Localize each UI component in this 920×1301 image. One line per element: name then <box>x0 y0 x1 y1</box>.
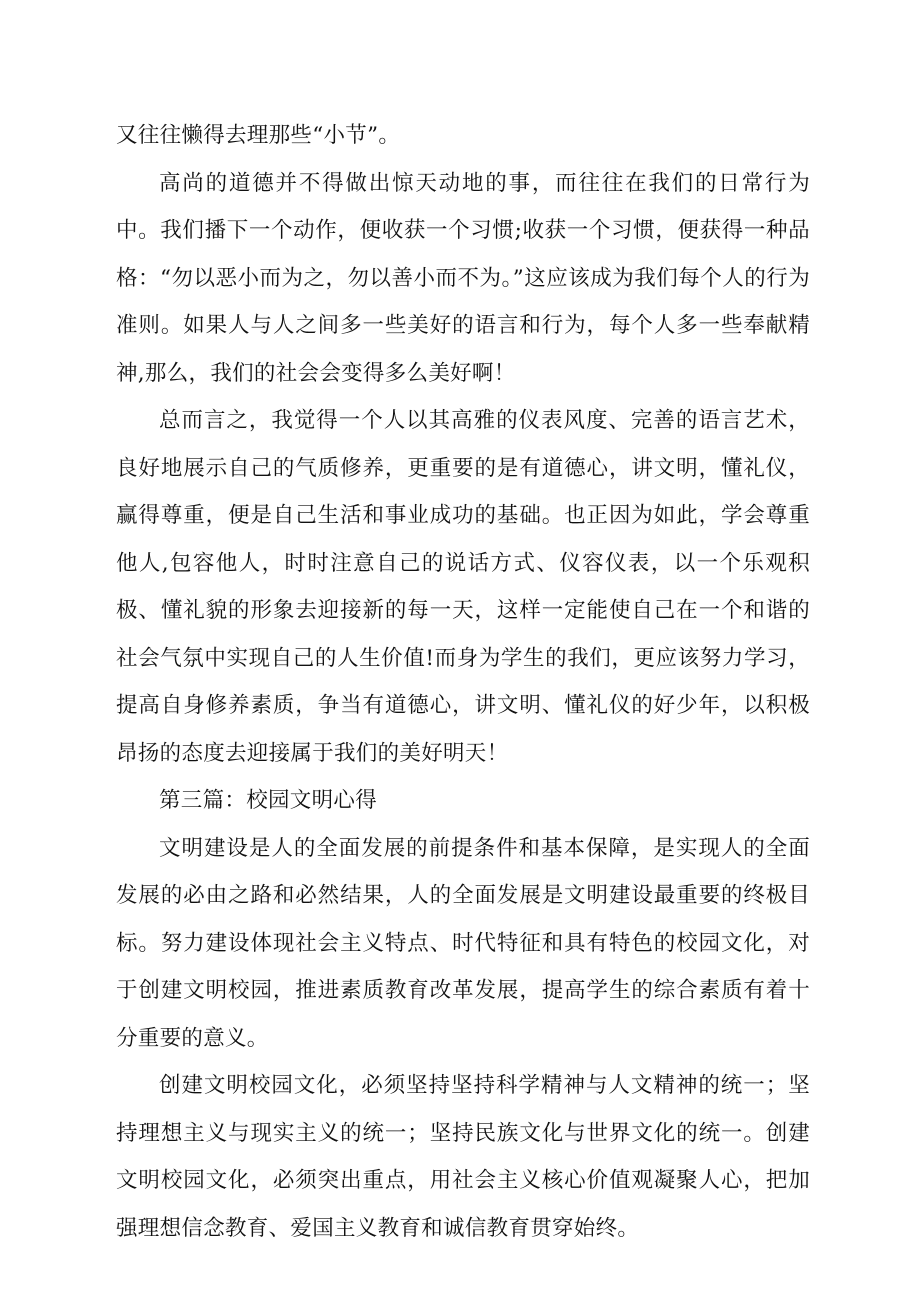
paragraph-virtue: 高尚的道德并不得做出惊天动地的事，而往往在我们的日常行为中。我们播下一个动作，便收获一个习惯;收获一个习惯，便获得一种品格：“勿以恶小而为之，勿以善小而不为。”这应该成为我们每个人的行为准则。如果人与人之间多一些美好的语言和行为，每个人多一些奉献精神,那么，我们的社会会变得多么美好啊！ <box>116 170 810 386</box>
paragraph-conclusion: 总而言之，我觉得一个人以其高雅的仪表风度、完善的语言艺术，良好地展示自己的气质修养，更重要的是有道德心，讲文明，懂礼仪，赢得尊重，便是自己生活和事业成功的基础。也正因为如此，学会尊重他人,包容他人，时时注意自己的说话方式、仪容仪表，以一个乐观积极、懂礼貌的形象去迎接新的每一天，这样一定能使自己在一个和谐的社会气氛中实现自己的人生价值!而身为学生的我们，更应该努力学习，提高自身修养素质，争当有道德心，讲文明、懂礼仪的好少年，以积极昂扬的态度去迎接属于我们的美好明天！ <box>116 408 810 766</box>
paragraph-continuation: 又往往懒得去理那些“小节”。 <box>116 123 401 148</box>
section-heading: 第三篇：校园文明心得 <box>159 788 378 813</box>
paragraph-civilization: 文明建设是人的全面发展的前提条件和基本保障，是实现人的全面发展的必由之路和必然结果，人的全面发展是文明建设最重要的终极目标。努力建设体现社会主义特点、时代特征和具有特色的校园文化，对于创建文明校园，推进素质教育改革发展，提高学生的综合素质有着十分重要的意义。 <box>116 835 810 1051</box>
paragraph-campus-culture: 创建文明校园文化，必须坚持坚持科学精神与人文精神的统一；坚持理想主义与现实主义的统一；坚持民族文化与世界文化的统一。创建文明校园文化，必须突出重点，用社会主义核心价值观凝聚人心，把加强理想信念教育、爱国主义教育和诚信教育贯穿始终。 <box>116 1073 810 1241</box>
document-body <box>116 112 810 1252</box>
